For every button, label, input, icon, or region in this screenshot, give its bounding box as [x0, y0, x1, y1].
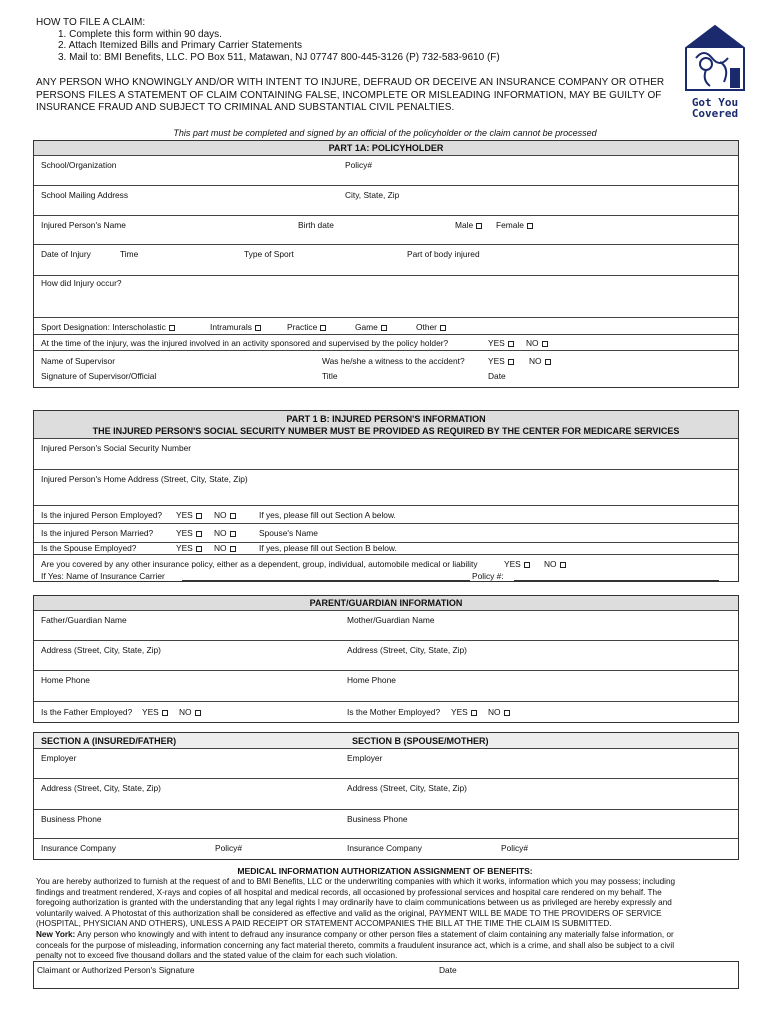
part1b-title-1: PART 1 B: INJURED PERSON'S INFORMATION	[286, 414, 486, 424]
yes-label: YES	[142, 707, 159, 717]
yes-label: YES	[488, 338, 505, 348]
warning-line-1: ANY PERSON WHO KNOWINGLY AND/OR WITH INTENT TO INJURE, DEFRAUD OR DECEIVE AN INSURANCE COMPANY OR OTHER	[36, 77, 665, 88]
row-spouse-employed	[34, 543, 738, 555]
mother-name-label: Mother/Guardian Name	[347, 615, 435, 625]
yes-label: YES	[504, 559, 521, 569]
employer-a-label: Employer	[41, 753, 77, 763]
address-a-label: Address (Street, City, State, Zip)	[41, 783, 161, 793]
intramurals-label: Intramurals	[210, 322, 252, 332]
father-phone-label: Home Phone	[41, 675, 90, 685]
home-address-label: Injured Person's Home Address (Street, City, State, Zip)	[41, 474, 248, 484]
no-label: NO	[214, 528, 227, 538]
policy-b-label: Policy#	[501, 843, 528, 853]
company-logo	[684, 24, 746, 118]
other-ins-yes-checkbox[interactable]	[524, 562, 530, 568]
birth-label: Birth date	[298, 220, 334, 230]
supervisor-label: Name of Supervisor	[41, 356, 116, 366]
medical-title: MEDICAL INFORMATION AUTHORIZATION ASSIGNMENT OF BENEFITS:	[237, 866, 533, 876]
spouse-yes[interactable]	[176, 543, 202, 553]
married-yes-checkbox[interactable]	[196, 531, 202, 537]
carrier-line[interactable]	[182, 580, 470, 581]
male-checkbox[interactable]	[476, 223, 482, 229]
practice-label: Practice	[287, 322, 318, 332]
no-label: NO	[214, 543, 227, 553]
female-checkbox[interactable]	[527, 223, 533, 229]
mother-address-label: Address (Street, City, State, Zip)	[347, 645, 467, 655]
other-option[interactable]	[416, 322, 446, 332]
step-2: 2. Attach Itemized Bills and Primary Carrier Statements	[58, 40, 302, 52]
signature-label: Signature of Supervisor/Official	[41, 371, 157, 381]
parent-title: PARENT/GUARDIAN INFORMATION	[34, 596, 738, 611]
ssn-label: Injured Person's Social Security Number	[41, 443, 192, 453]
father-address-label: Address (Street, City, State, Zip)	[41, 645, 161, 655]
father-emp-no[interactable]	[179, 707, 201, 717]
yes-label: YES	[451, 707, 468, 717]
row-home-address	[34, 470, 738, 506]
no-label: NO	[526, 338, 539, 348]
interscholastic-label: Sport Designation: Interscholastic	[41, 322, 166, 332]
row-school	[34, 156, 738, 186]
part1b-box	[33, 410, 739, 582]
row-employed	[34, 506, 738, 524]
claimant-signature-box[interactable]	[33, 961, 739, 989]
how-label: How did Injury occur?	[41, 278, 122, 288]
witness-no[interactable]	[529, 356, 551, 366]
medical-line-4: voluntarily waived. A Photostat of this authorization shall be considered as effective and valid as the original, PAYMENT WILL BE MADE TO THE PROVIDERS OF SERVICE	[36, 908, 662, 918]
parent-box	[33, 595, 739, 723]
part1a-note: This part must be completed and signed by an official of the policyholder or the claim cannot be processed	[173, 128, 597, 138]
spouse-no[interactable]	[214, 543, 236, 553]
row-employer	[34, 749, 738, 779]
employed-no[interactable]	[214, 510, 236, 520]
mailing-label: School Mailing Address	[41, 190, 129, 200]
game-option[interactable]	[355, 322, 387, 332]
business-phone-b-label: Business Phone	[347, 814, 408, 824]
ny-line-1	[36, 930, 740, 941]
row-sections-address	[34, 779, 738, 810]
mother-emp-yes[interactable]	[451, 707, 477, 717]
row-guardian-employed	[34, 702, 738, 724]
business-phone-a-label: Business Phone	[41, 814, 102, 824]
body-part-label: Part of body injured	[407, 249, 480, 259]
ins-company-b-label: Insurance Company	[347, 843, 422, 853]
female-option[interactable]	[496, 220, 533, 230]
interscholastic-checkbox[interactable]	[169, 325, 175, 331]
sections-header	[34, 733, 738, 749]
type-sport-label: Type of Sport	[244, 249, 294, 259]
practice-checkbox[interactable]	[320, 325, 326, 331]
ny-label: New York:	[36, 929, 76, 939]
sport-designation[interactable]	[41, 322, 175, 332]
house-logo-icon	[684, 24, 746, 92]
intramurals-option[interactable]	[210, 322, 261, 332]
sponsored-yes[interactable]	[488, 338, 514, 348]
row-mailing	[34, 186, 738, 216]
claimant-signature-label: Claimant or Authorized Person's Signature	[37, 965, 195, 975]
medical-text	[36, 877, 740, 962]
date-injury-label: Date of Injury	[41, 249, 91, 259]
row-guardian-phone	[34, 671, 738, 702]
mother-no-checkbox[interactable]	[504, 710, 510, 716]
ny-line-2: conceals for the purpose of misleading, information concerning any fact material thereto, commits a fraudulent insurance act, which is a crime, and shall also be subject to a civil	[36, 940, 675, 950]
warning-line-3: INSURANCE FRAUD AND SUBJECT TO CRIMINAL AND SUBSTANTIAL CIVIL PENALTIES.	[36, 102, 455, 113]
ny-line-3: penalty not to exceed five thousand dollars and the stated value of the claim for each such violation.	[36, 951, 398, 961]
policy-line[interactable]	[514, 580, 719, 581]
injured-name-label: Injured Person's Name	[41, 220, 126, 230]
row-guardian-address	[34, 641, 738, 671]
father-no-checkbox[interactable]	[195, 710, 201, 716]
row-injured	[34, 216, 738, 245]
time-label: Time	[120, 249, 139, 259]
employer-b-label: Employer	[347, 753, 383, 763]
part1b-title	[34, 411, 738, 439]
yes-label: YES	[176, 510, 193, 520]
row-date-injury	[34, 245, 738, 276]
row-how	[34, 276, 738, 318]
mother-emp-no[interactable]	[488, 707, 510, 717]
father-employed-question: Is the Father Employed?	[41, 707, 133, 717]
how-to-title: HOW TO FILE A CLAIM:	[36, 17, 146, 28]
medical-line-3: foregoing authorization is granted with the understanding that any legal rights I may ordinarily have to claim communications between us as privileged are hereby expressly and	[36, 898, 672, 908]
medical-line-1: You are hereby authorized to furnish at the request of and to BMI Benefits, LLC or the underwriting companies with which it works, information which you may possess; including	[36, 877, 676, 886]
witness-yes[interactable]	[488, 356, 514, 366]
row-sport-designation	[34, 318, 738, 335]
carrier-label: If Yes: Name of Insurance Carrier	[41, 571, 165, 581]
married-question: Is the injured Person Married?	[41, 528, 154, 538]
witness-yes-checkbox[interactable]	[508, 359, 514, 365]
part1b-title-2: THE INJURED PERSON'S SOCIAL SECURITY NUMBER MUST BE PROVIDED AS REQUIRED BY THE CENTER FOR MEDICARE SERVICES	[92, 426, 680, 436]
yes-label: YES	[176, 528, 193, 538]
sponsored-no-checkbox[interactable]	[542, 341, 548, 347]
spouse-name-label: Spouse's Name	[259, 528, 318, 538]
address-b-label: Address (Street, City, State, Zip)	[347, 783, 467, 793]
other-insurance-question: Are you covered by any other insurance policy, either as a dependent, group, individual, automobile medical or liability	[41, 559, 478, 569]
married-no[interactable]	[214, 528, 236, 538]
married-yes[interactable]	[176, 528, 202, 538]
logo-text-1: Got You	[691, 96, 739, 109]
game-checkbox[interactable]	[381, 325, 387, 331]
row-other-insurance	[34, 555, 738, 583]
other-ins-no[interactable]	[544, 559, 566, 569]
mother-employed-question: Is the Mother Employed?	[347, 707, 441, 717]
policy-a-label: Policy#	[215, 843, 242, 853]
yes-label: YES	[176, 543, 193, 553]
row-supervisor	[34, 351, 738, 388]
part1a-box	[33, 140, 739, 388]
yes-label: YES	[488, 356, 505, 366]
section-b-title: SECTION B (SPOUSE/MOTHER)	[352, 736, 489, 746]
no-label: NO	[214, 510, 227, 520]
instructions	[36, 17, 500, 63]
other-ins-yes[interactable]	[504, 559, 530, 569]
other-checkbox[interactable]	[440, 325, 446, 331]
fraud-warning	[36, 77, 664, 115]
witness-question: Was he/she a witness to the accident?	[322, 356, 465, 366]
claimant-date-label: Date	[439, 965, 457, 975]
mother-phone-label: Home Phone	[347, 675, 396, 685]
policy-num-label: Policy #:	[472, 571, 504, 581]
male-label: Male	[455, 220, 474, 230]
game-label: Game	[355, 322, 378, 332]
sponsored-question: At the time of the injury, was the injured involved in an activity sponsored and supervised by the policy holder?	[41, 338, 449, 348]
ny-text-1: Any person who knowingly and with intent to defraud any insurance company or other person files a statement of claim containing any materially false information, or	[75, 929, 674, 939]
ins-company-a-label: Insurance Company	[41, 843, 116, 853]
employed-question: Is the injured Person Employed?	[41, 510, 163, 520]
fill-section-a: If yes, please fill out Section A below.	[259, 510, 396, 520]
other-ins-no-checkbox[interactable]	[560, 562, 566, 568]
intramurals-checkbox[interactable]	[255, 325, 261, 331]
other-label: Other	[416, 322, 437, 332]
employed-yes[interactable]	[176, 510, 202, 520]
spouse-employed-question: Is the Spouse Employed?	[41, 543, 137, 553]
employed-no-checkbox[interactable]	[230, 513, 236, 519]
row-ssn	[34, 439, 738, 470]
male-option[interactable]	[455, 220, 482, 230]
row-business-phone	[34, 810, 738, 839]
school-label: School/Organization	[41, 160, 117, 170]
logo-text-2: Covered	[691, 107, 739, 120]
warning-line-2: PERSONS FILES A STATEMENT OF CLAIM CONTAINING FALSE, INCOMPLETE OR MISLEADING INFORMATION, MAY BE GUILTY OF	[36, 89, 662, 101]
father-yes-checkbox[interactable]	[162, 710, 168, 716]
step-3: 3. Mail to: BMI Benefits, LLC. PO Box 511, Matawan, NJ 07747 800-445-3126 (P) 732-583-9610 (F)	[58, 51, 500, 63]
medical-line-2: findings and treatment rendered, X-rays and copies of all hospital and medical records, all occasioned by professional services and hospital care rendered on my behalf. The	[36, 887, 662, 897]
employed-yes-checkbox[interactable]	[196, 513, 202, 519]
policy-label: Policy#	[345, 160, 372, 170]
no-label: NO	[544, 559, 557, 569]
section-a-title: SECTION A (INSURED/FATHER)	[41, 736, 177, 746]
mother-yes-checkbox[interactable]	[471, 710, 477, 716]
sponsored-yes-checkbox[interactable]	[508, 341, 514, 347]
row-married	[34, 524, 738, 543]
no-label: NO	[179, 707, 192, 717]
title-label: Title	[322, 371, 338, 381]
date-label: Date	[488, 371, 506, 381]
sponsored-no[interactable]	[526, 338, 548, 348]
step-1: 1. Complete this form within 90 days.	[58, 28, 222, 40]
no-label: NO	[529, 356, 542, 366]
fill-section-b: If yes, please fill out Section B below.	[259, 543, 397, 553]
married-no-checkbox[interactable]	[230, 531, 236, 537]
spouse-no-checkbox[interactable]	[230, 546, 236, 552]
practice-option[interactable]	[287, 322, 326, 332]
no-label: NO	[488, 707, 501, 717]
medical-line-5: (HOSPITAL, PHYSICIAN AND OTHERS), UNLESS A PAID RECEIPT OR STATEMENT ACCOMPANIES THE BILL AT THE TIME THE CLAIM IS SUBMITTED.	[36, 919, 612, 929]
witness-no-checkbox[interactable]	[545, 359, 551, 365]
spouse-yes-checkbox[interactable]	[196, 546, 202, 552]
father-name-label: Father/Guardian Name	[41, 615, 127, 625]
father-emp-yes[interactable]	[142, 707, 168, 717]
sections-box	[33, 732, 739, 860]
female-label: Female	[496, 220, 524, 230]
part1a-title: PART 1A: POLICYHOLDER	[34, 141, 738, 156]
row-insurance-company	[34, 839, 738, 861]
city-label: City, State, Zip	[345, 190, 400, 200]
row-guardian-names	[34, 611, 738, 641]
row-sponsored	[34, 335, 738, 351]
